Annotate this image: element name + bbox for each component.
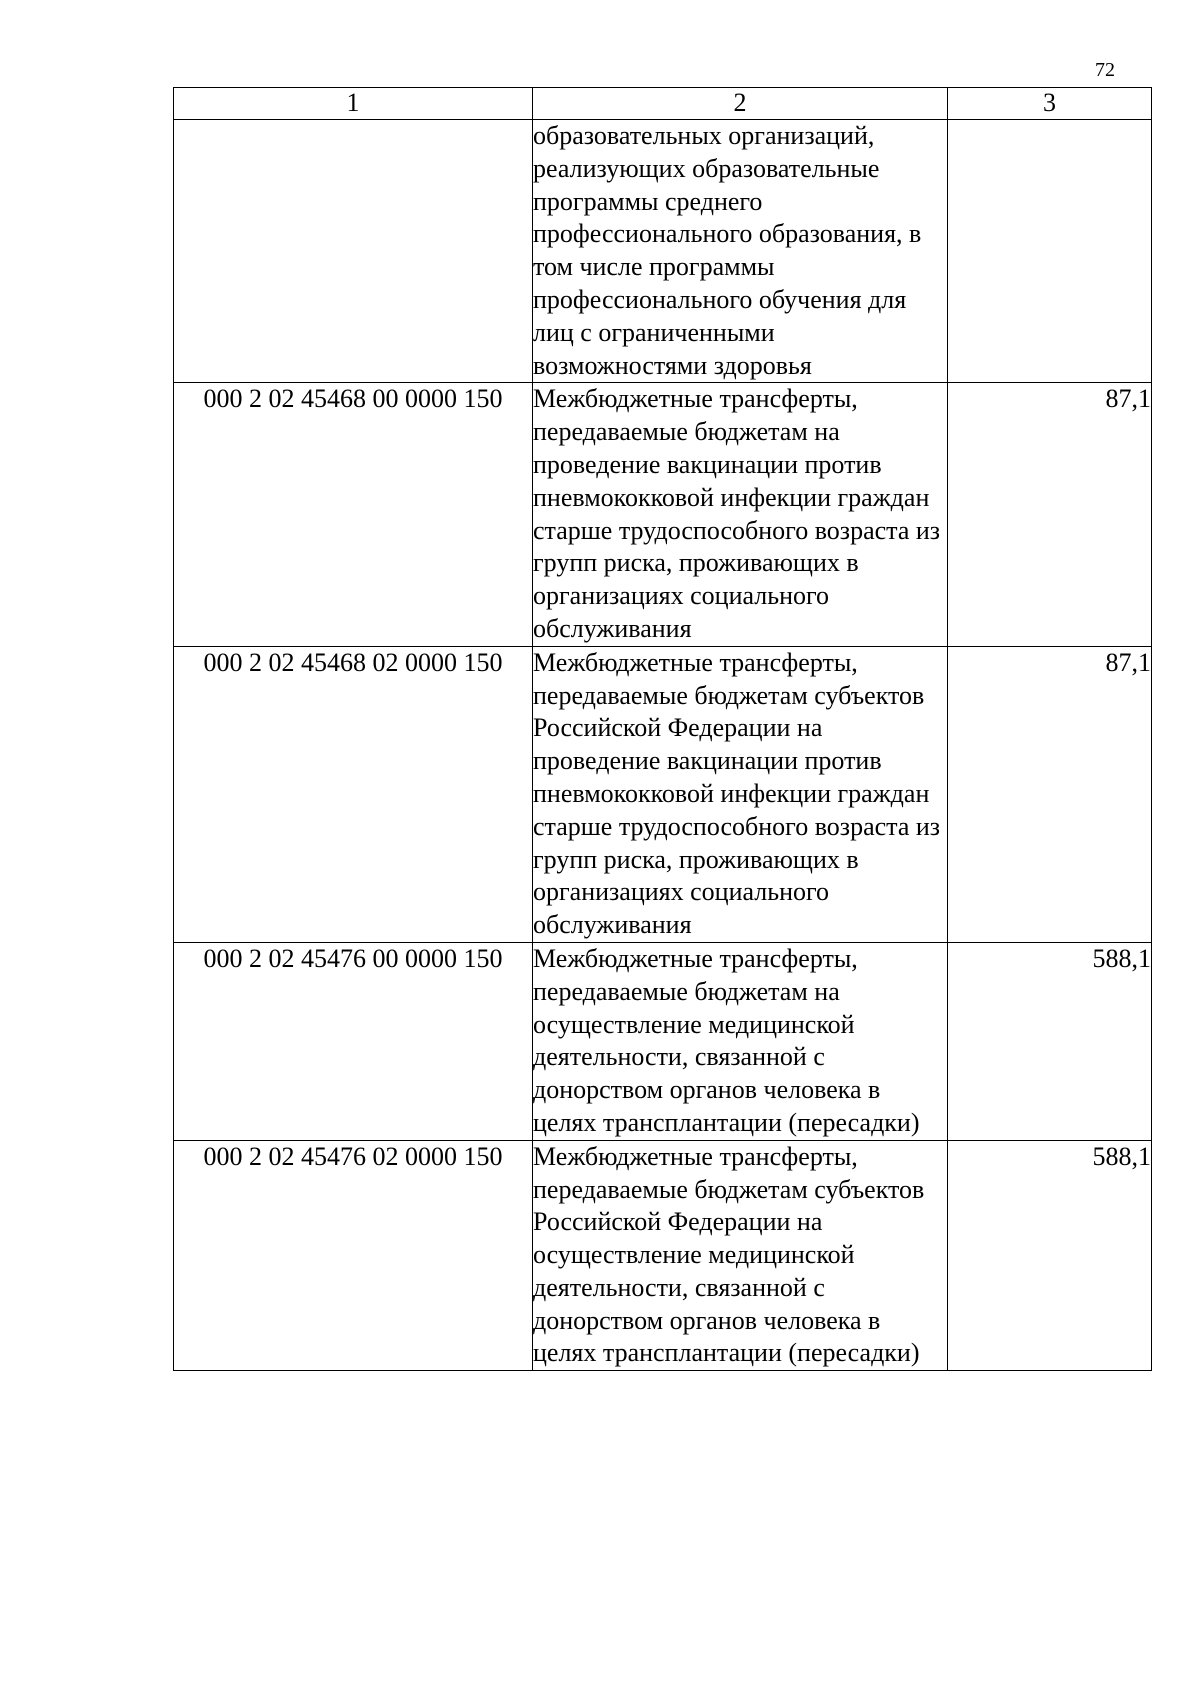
- table-row: [174, 120, 1152, 383]
- budget-table: [173, 87, 1152, 1371]
- column-header-3: 3: [948, 88, 1152, 120]
- description-cell: Межбюджетные трансферты, передаваемые бюджетам на осуществление медицинской деятельности, связанной с донорством органов человека в целях трансплантации (пересадки): [533, 942, 948, 1140]
- amount-cell: 87,1: [948, 383, 1152, 646]
- amount-cell: 588,1: [948, 942, 1152, 1140]
- budget-code-cell: 000 2 02 45476 00 0000 150: [174, 942, 533, 1140]
- column-header-2: 2: [533, 88, 948, 120]
- page-number: 72: [1095, 59, 1115, 81]
- budget-code-cell: 000 2 02 45468 02 0000 150: [174, 646, 533, 942]
- budget-code-cell: 000 2 02 45476 02 0000 150: [174, 1140, 533, 1371]
- table-row: [174, 1140, 1152, 1371]
- description-cell: Межбюджетные трансферты, передаваемые бюджетам субъектов Российской Федерации на осуществление медицинской деятельности, связанной с донорством органов человека в целях трансплантации (пересадки): [533, 1140, 948, 1371]
- table-row: [174, 383, 1152, 646]
- table-row: [174, 646, 1152, 942]
- amount-cell: [948, 120, 1152, 383]
- description-cell: образовательных организаций, реализующих образовательные программы среднего профессионального образования, в том числе программы профессионального обучения для лиц с ограниченными возможностями здоровья: [533, 120, 948, 383]
- description-cell: Межбюджетные трансферты, передаваемые бюджетам субъектов Российской Федерации на проведение вакцинации против пневмококковой инфекции граждан старше трудоспособного возраста из групп риска, проживающих в организациях социального обслуживания: [533, 646, 948, 942]
- amount-cell: 87,1: [948, 646, 1152, 942]
- amount-cell: 588,1: [948, 1140, 1152, 1371]
- description-cell: Межбюджетные трансферты, передаваемые бюджетам на проведение вакцинации против пневмококковой инфекции граждан старше трудоспособного возраста из групп риска, проживающих в организациях социального обслуживания: [533, 383, 948, 646]
- column-header-1: 1: [174, 88, 533, 120]
- table-row: [174, 942, 1152, 1140]
- budget-code-cell: [174, 120, 533, 383]
- budget-code-cell: 000 2 02 45468 00 0000 150: [174, 383, 533, 646]
- table-header-row: [174, 88, 1152, 120]
